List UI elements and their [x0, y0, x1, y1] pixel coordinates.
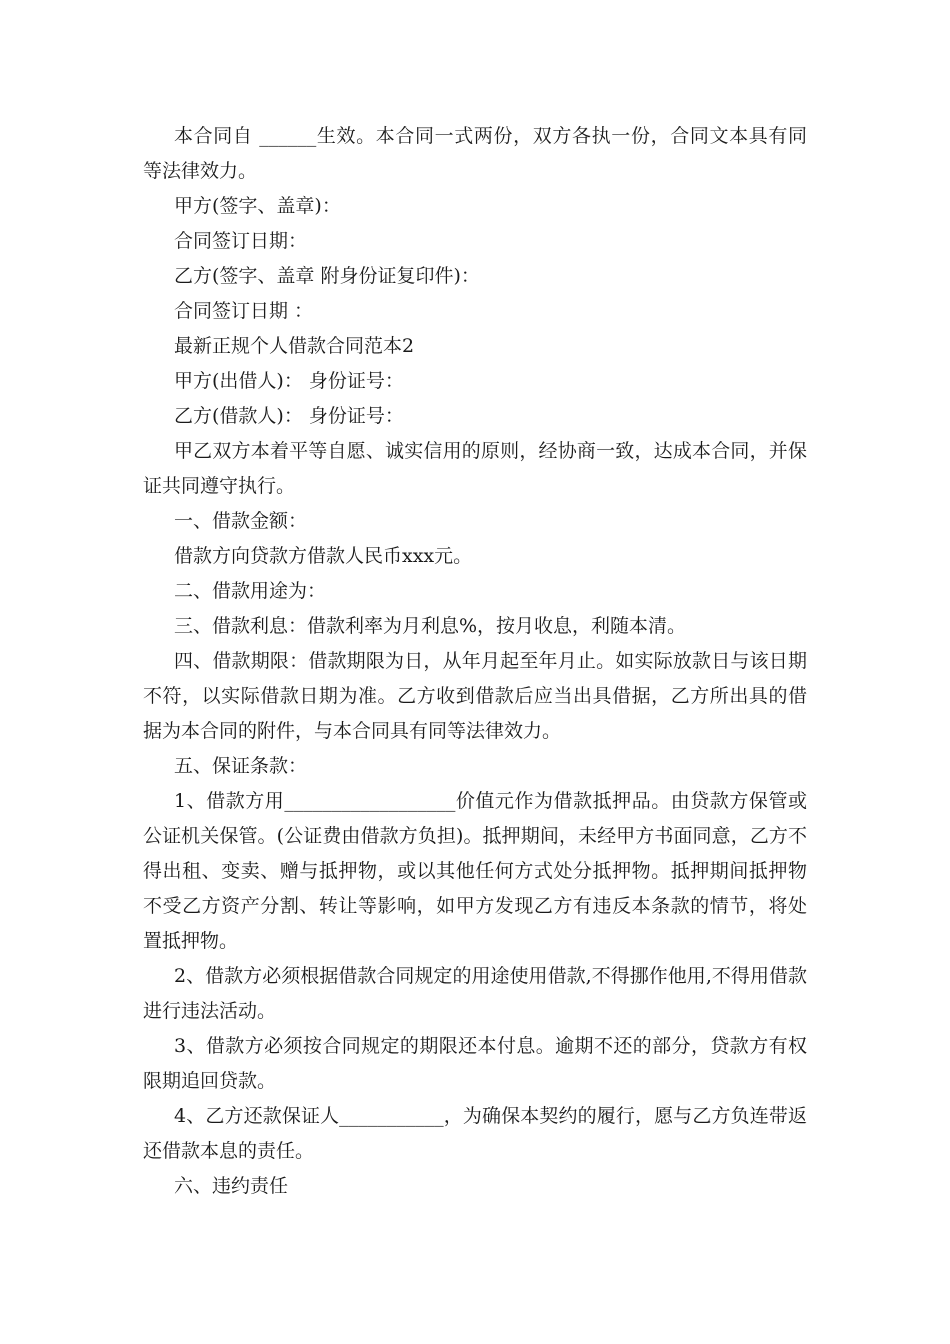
signing-date-b: 合同签订日期 ： [174, 300, 314, 322]
guarantee-item-2: 2、借款方必须根据借款合同规定的用途使用借款,不得挪作他用,不得用借款进行违法活动。 [143, 965, 807, 1022]
preamble: 甲乙双方本着平等自愿、诚实信用的原则，经协商一致，达成本合同，并保证共同遵守执行。 [143, 440, 807, 497]
party-a-signature: 甲方(签字、盖章)： [174, 195, 341, 217]
section-guarantee: 五、保证条款： [174, 755, 308, 777]
document-page [143, 119, 807, 1204]
effective-clause: 本合同自 ______生效。本合同一式两份，双方各执一份，合同文本具有同等法律效力。 [143, 125, 807, 182]
guarantee-item-1: 1、借款方用__________________价值元作为借款抵押品。由贷款方保管或公证机关保管。(公证费由借款方负担)。抵押期间，未经甲方书面同意，乙方不得出租、变卖、赠与抵押物，或以其他任何方式处分抵押物。抵押期间抵押物不受乙方资产分割、转让等影响，如甲方发现乙方有违反本条款的情节，将处置抵押物。 [143, 790, 807, 952]
party-b-borrower: 乙方(借款人)： 身份证号： [174, 405, 404, 427]
section-loan-amount: 一、借款金额： [174, 510, 308, 532]
guarantee-item-4: 4、乙方还款保证人___________，为确保本契约的履行，愿与乙方负连带返还借款本息的责任。 [143, 1105, 807, 1162]
guarantee-item-3: 3、借款方必须按合同规定的期限还本付息。逾期不还的部分，贷款方有权限期追回贷款。 [143, 1035, 807, 1092]
party-b-signature: 乙方(签字、盖章 附身份证复印件)： [174, 265, 480, 287]
section-breach: 六、违约责任 [174, 1175, 289, 1197]
signing-date-a: 合同签订日期： [174, 230, 308, 252]
party-a-lender: 甲方(出借人)： 身份证号： [174, 370, 404, 392]
loan-amount-text: 借款方向贷款方借款人民币xxx元。 [174, 545, 473, 567]
section-loan-purpose: 二、借款用途为： [174, 580, 327, 602]
section-loan-interest: 三、借款利息：借款利率为月利息%，按月收息，利随本清。 [174, 615, 687, 637]
section-loan-term: 四、借款期限：借款期限为日，从年月起至年月止。如实际放款日与该日期不符，以实际借款日期为准。乙方收到借款后应当出具借据，乙方所出具的借据为本合同的附件，与本合同具有同等法律效力。 [143, 650, 807, 742]
document-title: 最新正规个人借款合同范本2 [174, 335, 415, 357]
